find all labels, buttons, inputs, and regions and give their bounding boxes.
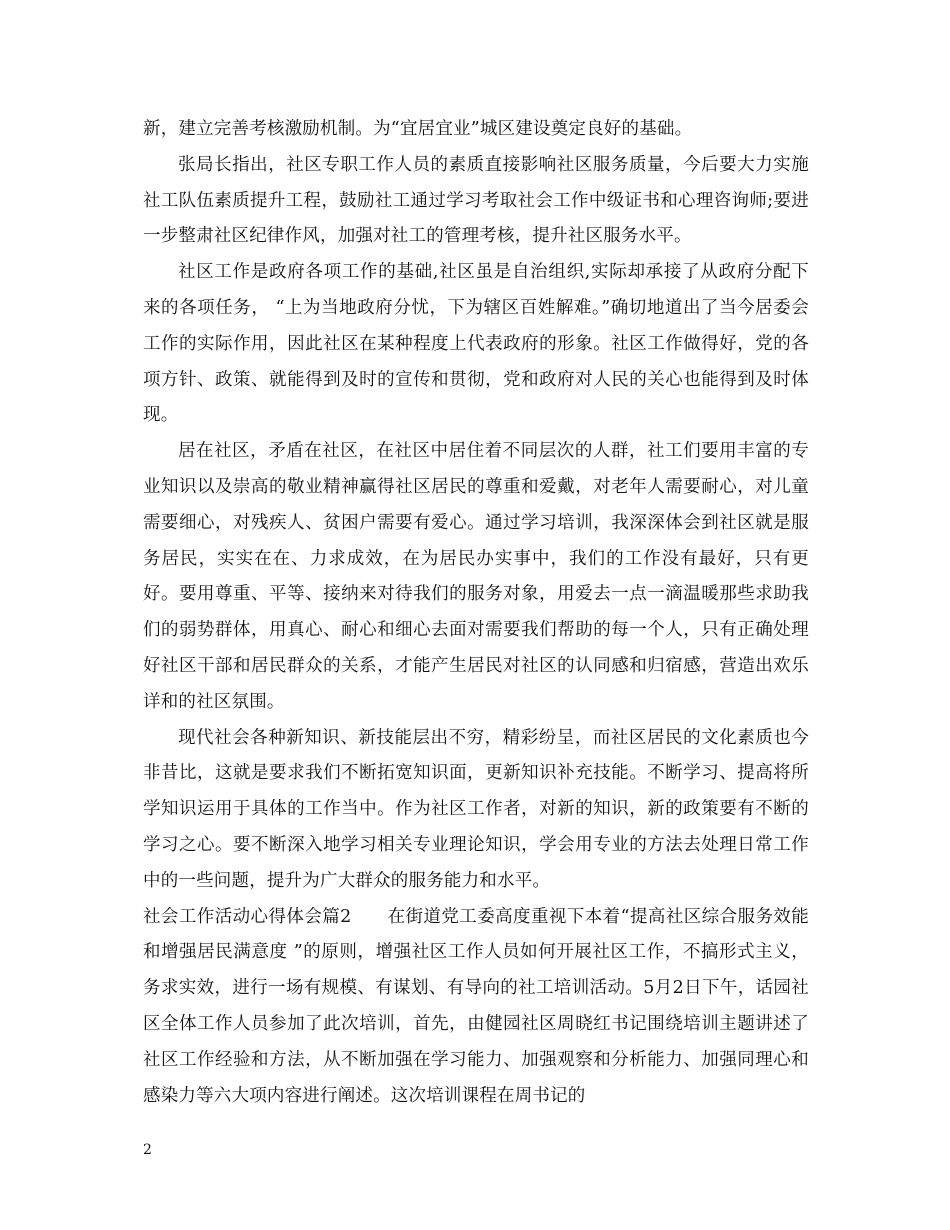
paragraph-6-section-heading: 社会工作活动心得体会篇2 在街道党工委高度重视下本着“提高社区综合服务效能和增强居民满意度 ”的原则，增强社区工作人员如何开展社区工作，不搞形式主义，务求实效，进行一场有规模、有谋划、有导向的社工培训活动。5月2日下午，话园社区全体工作人员参加了此次培训，首先，由健园社区周晓红书记围绕培训主题讲述了社区工作经验和方法，从不断加强在学习能力、加强观察和分析能力、加强同理心和感染力等六大项内容进行阐述。这次培训课程在周书记的 <box>143 906 809 1106</box>
paragraph-2: 张局长指出，社区专职工作人员的素质直接影响社区服务质量，今后要大力实施社工队伍素质提升工程，鼓励社工通过学习考取社会工作中级证书和心理咨询师;要进一步整肃社区纪律作风，加强对社工的管理考核，提升社区服务水平。 <box>143 154 809 247</box>
paragraph-1: 新，建立完善考核激励机制。为“宜居宜业”城区建设奠定良好的基础。 <box>143 119 693 139</box>
paragraph-5: 现代社会各种新知识、新技能层出不穷，精彩纷呈，而社区居民的文化素质也今非昔比，这就是要求我们不断拓宽知识面，更新知识补充技能。不断学习、提高将所学知识运用于具体的工作当中。作为社区工作者，对新的知识，新的政策要有不断的学习之心。要不断深入地学习相关专业理论知识，学会用专业的方法去处理日常工作中的一些问题，提升为广大群众的服务能力和水平。 <box>143 727 809 891</box>
page-number: 2 <box>143 1142 152 1158</box>
paragraph-3: 社区工作是政府各项工作的基础,社区虽是自治组织,实际却承接了从政府分配下来的各项任务， “上为当地政府分忧，下为辖区百姓解难。”确切地道出了当今居委会工作的实际作用，因此社区在某种程度上代表政府的形象。社区工作做得好，党的各项方针、政策、就能得到及时的宣传和贯彻，党和政府对人民的关心也能得到及时体现。 <box>143 262 809 426</box>
paragraph-4: 居在社区，矛盾在社区，在社区中居住着不同层次的人群，社工们要用丰富的专业知识以及崇高的敬业精神赢得社区居民的尊重和爱戴，对老年人需要耐心，对儿童需要细心，对残疾人、贫困户需要有爱心。通过学习培训，我深深体会到社区就是服务居民，实实在在、力求成效，在为居民办实事中，我们的工作没有最好，只有更好。要用尊重、平等、接纳来对待我们的服务对象，用爱去一点一滴温暖那些求助我们的弱势群体，用真心、耐心和细心去面对需要我们帮助的每一个人，只有正确处理好社区干部和居民群众的关系，才能产生居民对社区的认同感和归宿感，营造出欢乐详和的社区氛围。 <box>143 441 809 712</box>
document-body <box>143 112 809 1114</box>
